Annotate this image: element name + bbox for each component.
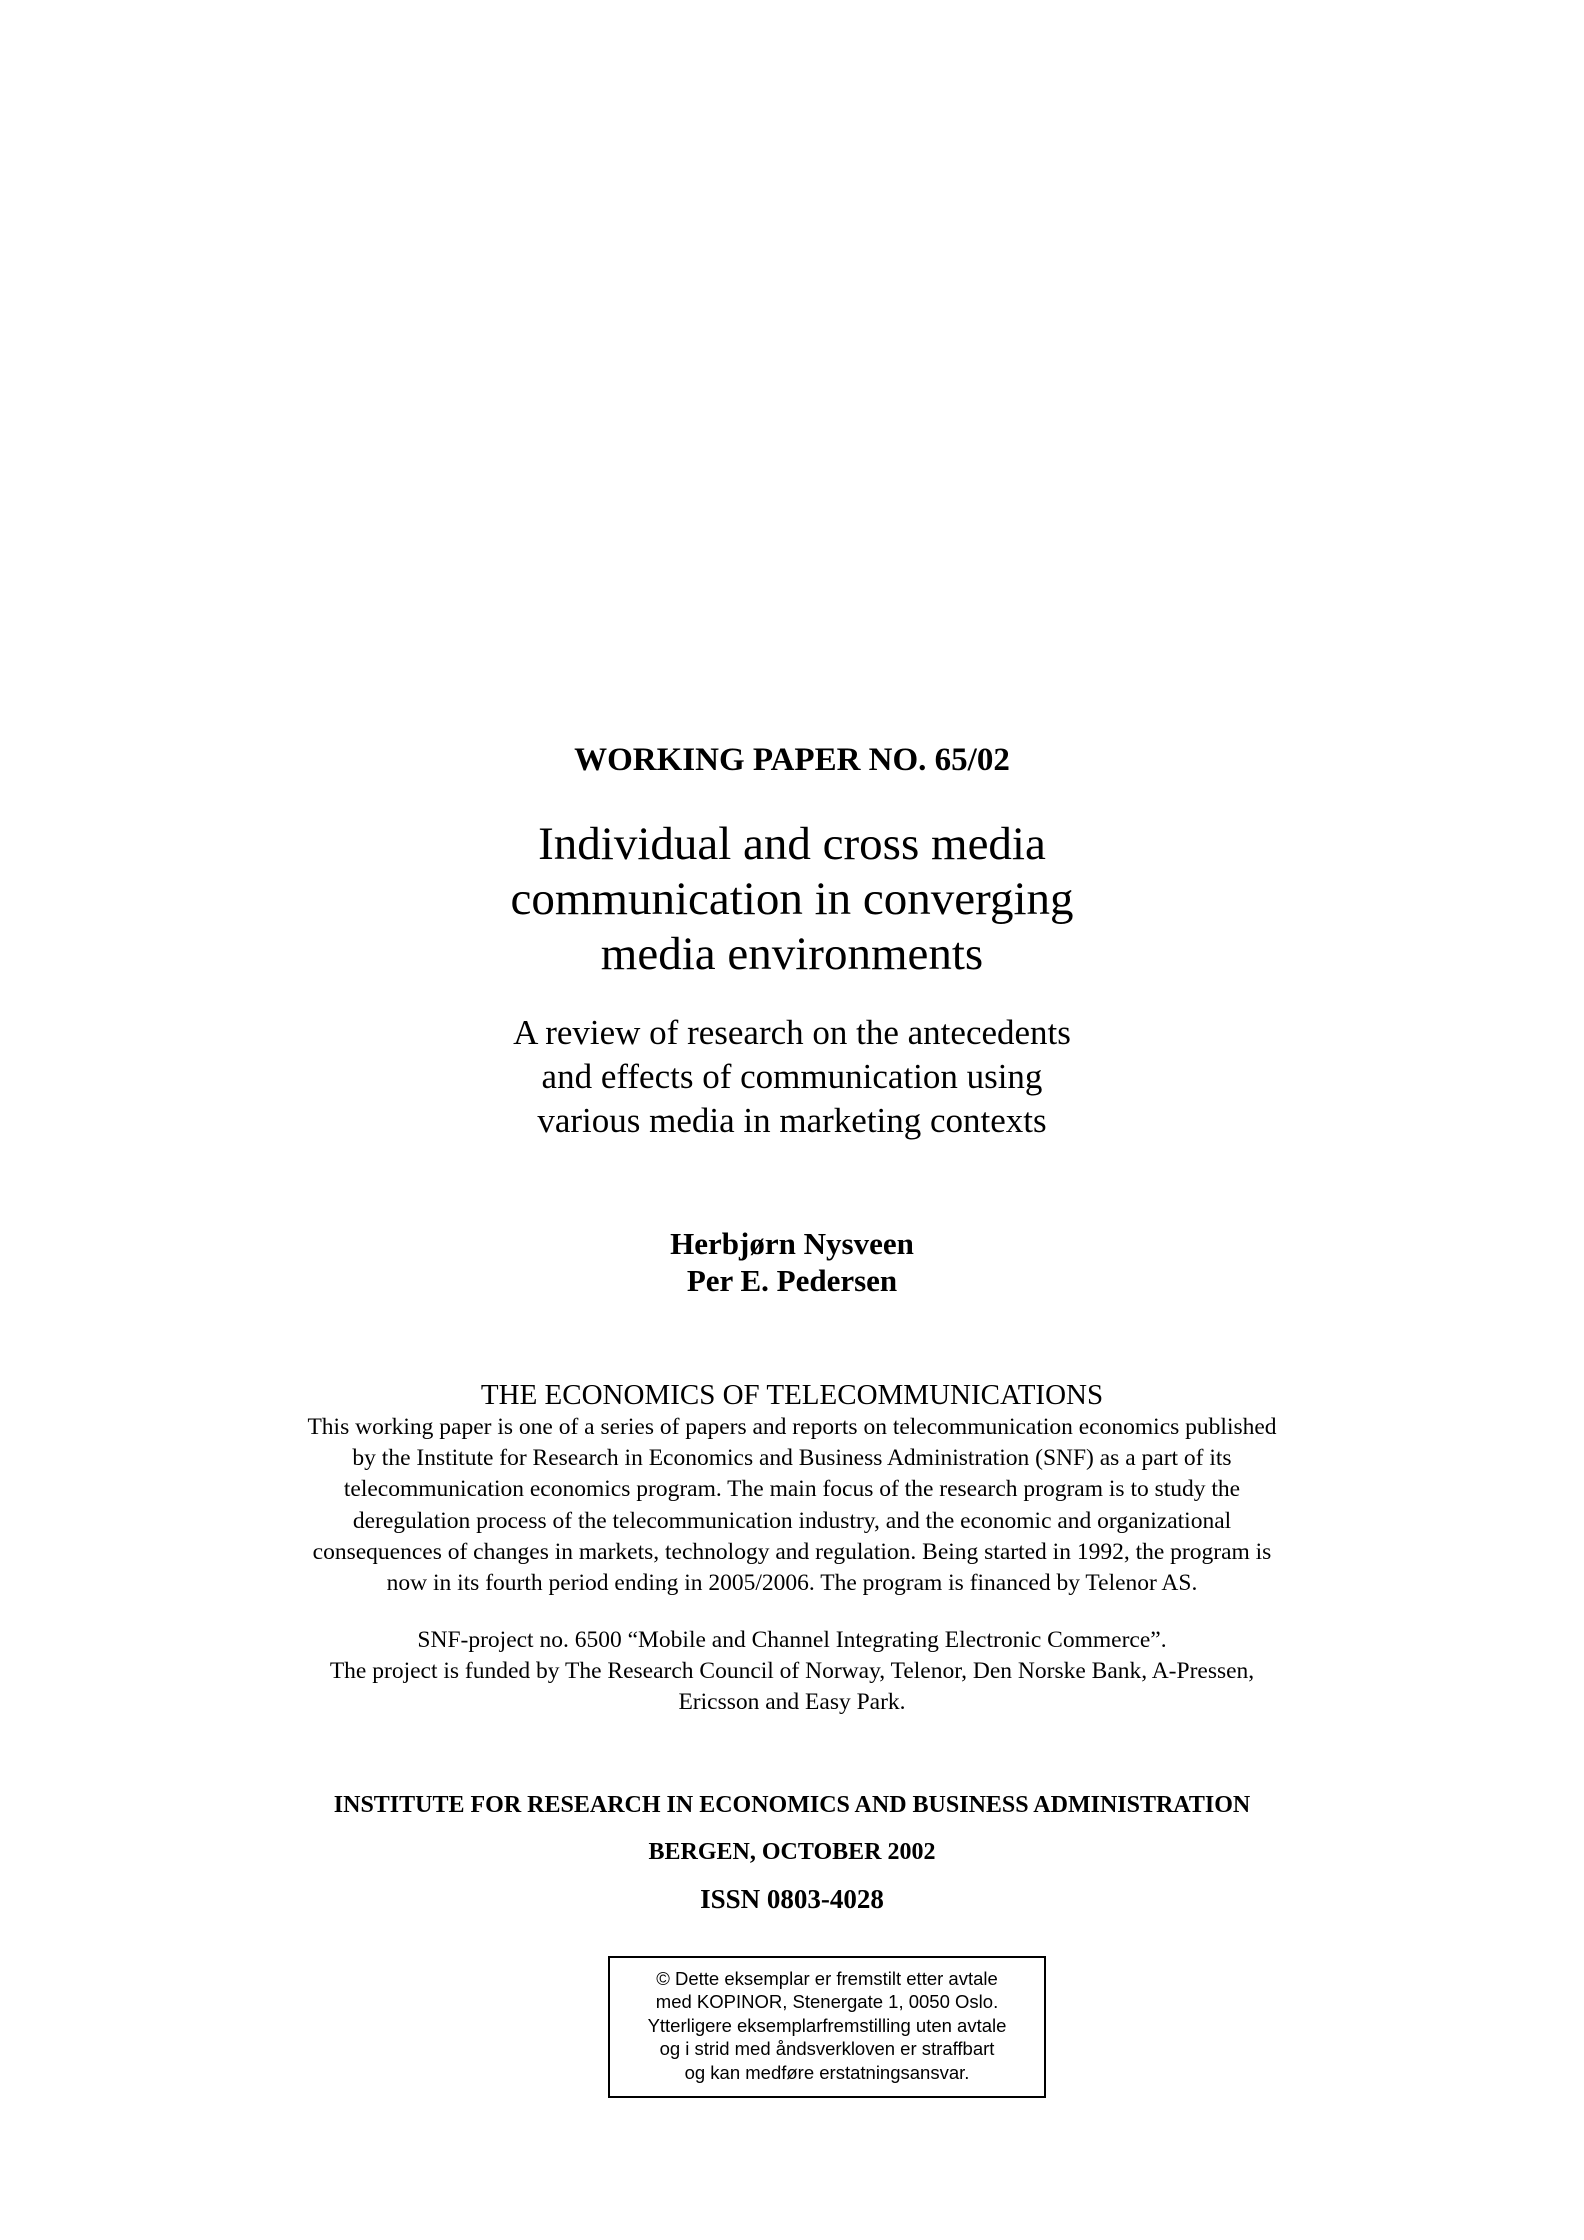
copyright-notice-box	[608, 1956, 1046, 2098]
copyright-line: og kan medføre erstatningsansvar.	[684, 2061, 970, 2083]
authors	[0, 1225, 1584, 1299]
program-description	[0, 1412, 1584, 1599]
copyright-line: Ytterligere eksemplarfremstilling uten avtale	[647, 2014, 1007, 2036]
working-paper-number: WORKING PAPER NO. 65/02	[574, 742, 1010, 778]
issn: ISSN 0803-4028	[700, 1884, 884, 1914]
program-line: consequences of changes in markets, technology and regulation. Being started in 1992, the program is	[312, 1538, 1272, 1565]
project-line: The project is funded by The Research Council of Norway, Telenor, Den Norske Bank, A-Pressen,	[329, 1658, 1255, 1685]
program-title: THE ECONOMICS OF TELECOMMUNICATIONS	[480, 1379, 1104, 1411]
program-line: telecommunication economics program. The main focus of the research program is to study the	[343, 1476, 1241, 1503]
project-line: Ericsson and Easy Park.	[678, 1689, 906, 1716]
copyright-line: og i strid med åndsverkloven er straffbart	[659, 2038, 995, 2060]
program-line: deregulation process of the telecommunication industry, and the economic and organizational	[352, 1507, 1232, 1534]
copyright-line: © Dette eksemplar er fremstilt etter avtale	[656, 1968, 998, 1989]
copyright-line: med KOPINOR, Stenergate 1, 0050 Oslo.	[655, 1991, 999, 2013]
project-line: SNF-project no. 6500 “Mobile and Channel Integrating Electronic Commerce”.	[417, 1627, 1167, 1653]
city-date: BERGEN, OCTOBER 2002	[648, 1839, 936, 1865]
program-line: This working paper is one of a series of papers and reports on telecommunication economics published	[307, 1414, 1277, 1440]
title-line: communication in converging	[510, 873, 1074, 925]
title-line: Individual and cross media	[538, 818, 1046, 870]
title-line: media environments	[600, 928, 984, 980]
institute-name: INSTITUTE FOR RESEARCH IN ECONOMICS AND BUSINESS ADMINISTRATION	[333, 1792, 1251, 1818]
paper-subtitle	[0, 1011, 1584, 1143]
paper-title	[0, 817, 1584, 982]
author-name: Per E. Pedersen	[686, 1263, 898, 1298]
subtitle-line: A review of research on the antecedents	[513, 1013, 1071, 1052]
program-line: by the Institute for Research in Economics and Business Administration (SNF) as a part of its	[352, 1445, 1232, 1472]
subtitle-line: and effects of communication using	[541, 1057, 1043, 1096]
subtitle-line: various media in marketing contexts	[537, 1101, 1047, 1140]
program-line: now in its fourth period ending in 2005/2006. The program is financed by Telenor AS.	[386, 1570, 1198, 1597]
author-name: Herbjørn Nysveen	[670, 1226, 914, 1261]
project-info	[0, 1625, 1584, 1719]
